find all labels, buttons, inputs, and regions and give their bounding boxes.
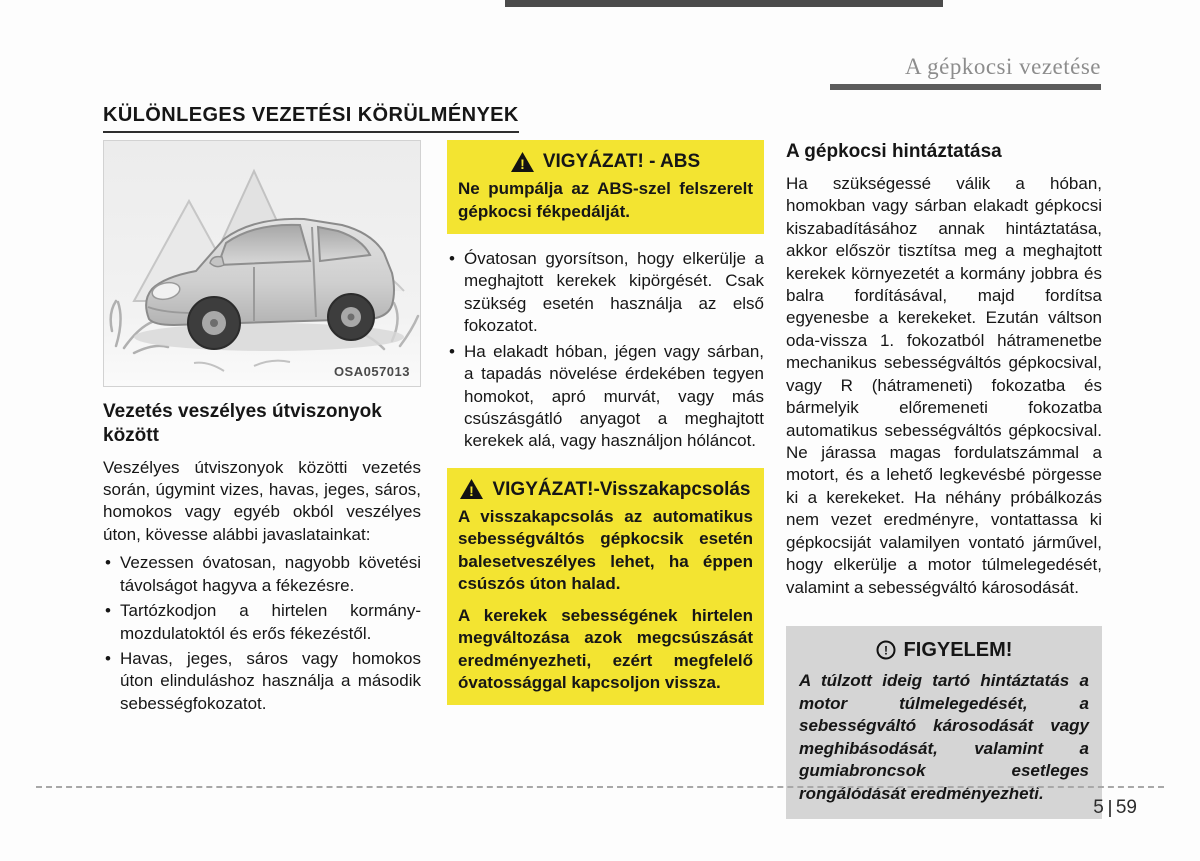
page-number-divider bbox=[1109, 800, 1111, 817]
list-item: • Vezessen óvatosan, nagyobb követési távolságot hagyva a fékezésre. bbox=[103, 552, 421, 597]
warning-abs-body: Ne pumpálja az ABS-szel felszerelt gépkocsi fékpedálját. bbox=[458, 179, 753, 221]
header-rule bbox=[830, 84, 1101, 90]
notice-box-figyelem bbox=[786, 626, 1102, 819]
svg-text:!: ! bbox=[520, 155, 525, 172]
warning-downshift-title-row bbox=[458, 477, 753, 502]
middle-bullet-list bbox=[447, 248, 764, 453]
left-intro-paragraph: Veszélyes útviszonyok közötti vezetés során, úgymint vizes, havas, jeges, sáros, homokos vagy egyéb okból veszélyes úton, kövesse alábbi javaslatainkat: bbox=[103, 457, 421, 544]
list-item: • Tartózkodjon a hirtelen kormánymozdulatoktól és erős fékezéstől. bbox=[103, 600, 421, 645]
page-title: KÜLÖNLEGES VEZETÉSI KÖRÜLMÉNYEK bbox=[103, 104, 519, 133]
page-number bbox=[1093, 797, 1137, 819]
warning-box-abs bbox=[447, 140, 764, 234]
section-number: 5 bbox=[1093, 797, 1104, 818]
car-illustration-drawing bbox=[104, 141, 420, 386]
right-heading: A gépkocsi hintáztatása bbox=[786, 141, 1002, 162]
figure-caption: OSA057013 bbox=[333, 363, 410, 379]
middle-column bbox=[447, 140, 764, 705]
left-heading: Vezetés veszélyes útviszonyok között bbox=[103, 401, 382, 446]
warning-triangle-icon bbox=[460, 479, 483, 499]
page-number-value: 59 bbox=[1115, 797, 1137, 818]
warning-downshift-body-1: A visszakapcsolás az automatikus sebességváltós gépkocsik esetén balesetveszélyes lehet, ha éppen csúszós úton halad. bbox=[458, 506, 753, 594]
warning-downshift-title: VIGYÁZAT!-Visszakapcsolás bbox=[492, 478, 751, 500]
right-body-paragraph: Ha szükségessé válik a hóban, homokban vagy sárban elakadt gépkocsi kiszabadításához annak hintáztatása, akkor először tisztítsa meg a meghajtott kerekek környezetét a kormány jobbra és balra fordításával, majd fordítsa egyenesbe a kerekeket. Ezután váltson oda-vissza 1. fokozatból hátramenetbe mechanikus sebességváltós gépkocsival, vagy R (hátrameneti) fokozatba és bármelyik előremeneti fokozatba automatikus sebességváltós gépkocsival. Ne járassa magas fordulatszámmal a motort, és a lehető legkevésbé pörgesse ki a kerekeket. Ha néhány próbálkozás nem vezet eredményre, vontattassa ki gépkocsiját valamilyen vontató járművel, hogy elkerülje a motor túlmelegedését, valamint a sebességváltó károsodását. bbox=[786, 173, 1102, 597]
left-bullet-list bbox=[103, 552, 421, 715]
exclamation-circle-icon bbox=[876, 640, 896, 660]
left-column bbox=[103, 140, 421, 718]
warning-abs-title: VIGYÁZAT! - ABS bbox=[542, 151, 701, 172]
notice-title: FIGYELEM! bbox=[903, 639, 1013, 662]
warning-box-downshift bbox=[447, 468, 764, 706]
warning-abs-title-row bbox=[458, 149, 753, 174]
list-item: • Óvatosan gyorsítson, hogy elkerülje a meghajtott kerekek kipörgését. Csak szükség esetén használja az első fokozatot. bbox=[447, 248, 764, 338]
notice-body: A túlzott ideig tartó hintáztatás a motor túlmelegedését, a sebességváltó károsodását vagy meghibásodását, valamint a gumiabroncsok esetleges rongálódását eredményezheti. bbox=[799, 671, 1089, 803]
footer-dashed-rule bbox=[36, 786, 1164, 788]
warning-downshift-body-2: A kerekek sebességének hirtelen megváltozása azok megcsúszását eredményezheti, ezért megfelelő óvatossággal kapcsoljon vissza. bbox=[458, 605, 753, 693]
list-item: • Havas, jeges, sáros vagy homokos úton elinduláshoz használja a második sebességfokozatot. bbox=[103, 648, 421, 715]
warning-triangle-icon bbox=[511, 152, 534, 172]
notice-title-row bbox=[799, 637, 1089, 663]
list-item: • Ha elakadt hóban, jégen vagy sárban, a tapadás növelése érdekében tegyen homokot, apró murvát, vagy más csúszásgátló anyagot a meghajtott kerekek alá, vagy használjon hóláncot. bbox=[447, 341, 764, 453]
scan-artifact-bar bbox=[505, 0, 943, 7]
svg-text:!: ! bbox=[883, 643, 888, 658]
car-illustration bbox=[103, 140, 421, 387]
running-header: A gépkocsi vezetése bbox=[905, 54, 1101, 79]
right-column bbox=[786, 140, 1102, 819]
svg-text:!: ! bbox=[469, 483, 475, 500]
